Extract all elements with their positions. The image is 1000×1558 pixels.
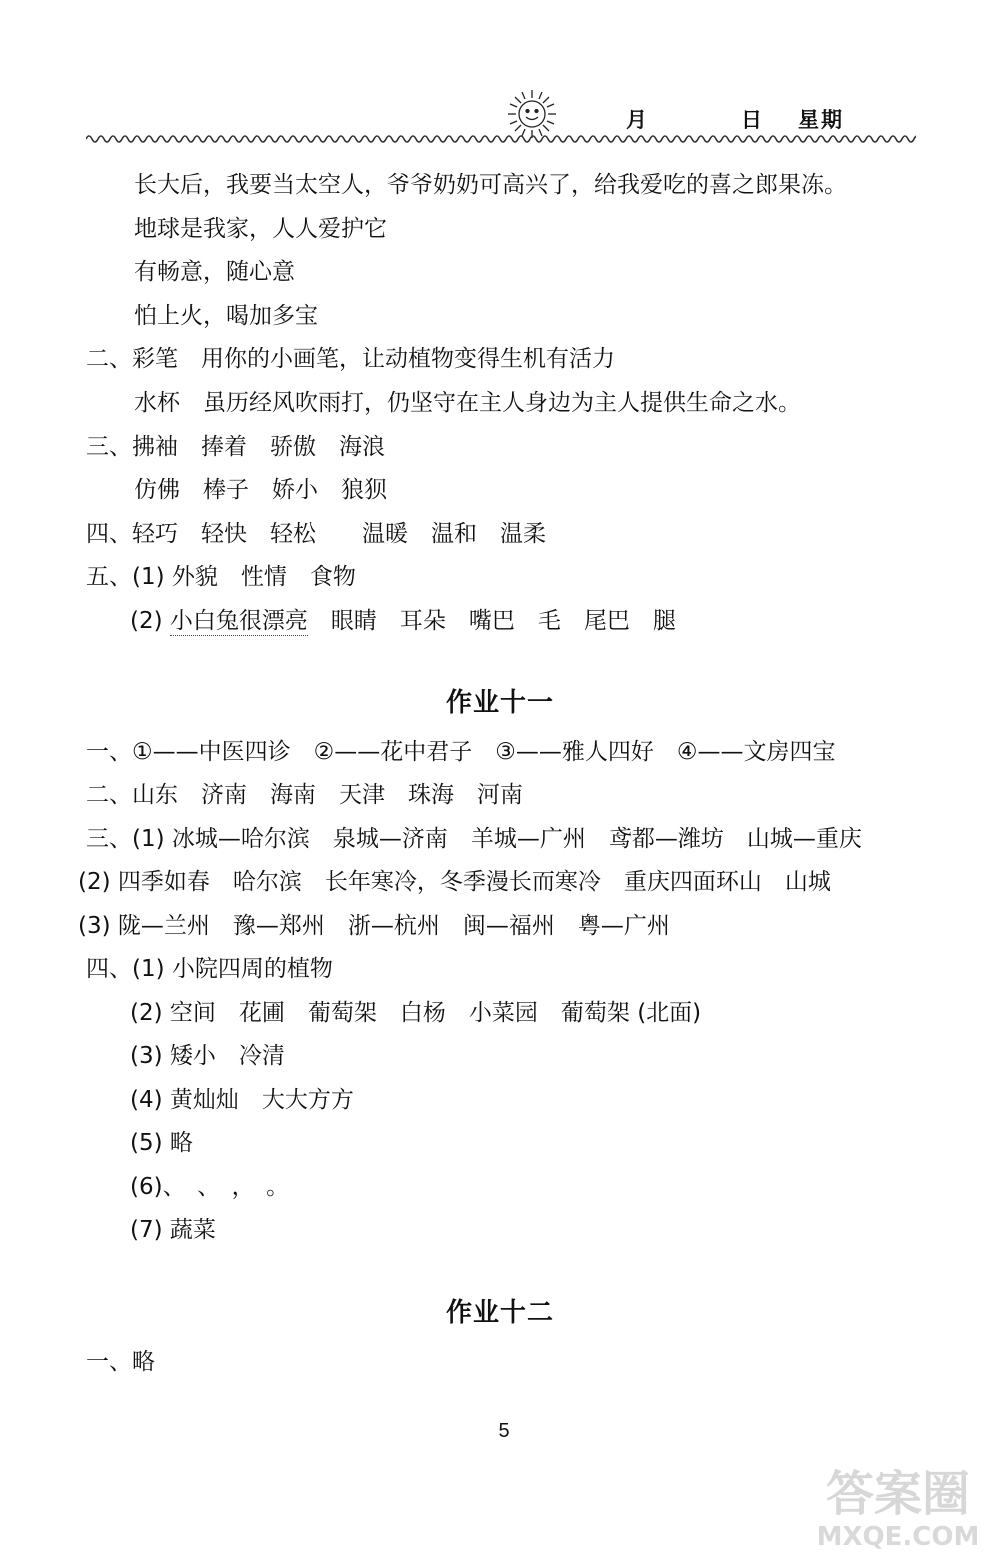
answer-line: 一、①——中医四诊 ②——花中君子 ③——雅人四好 ④——文房四宝 xyxy=(86,739,836,765)
watermark-text: 答案圈 xyxy=(825,1466,971,1522)
answer-line: 二、山东 济南 海南 天津 珠海 河南 xyxy=(86,782,523,808)
answer-line: 三、拂袖 捧着 骄傲 海浪 xyxy=(86,434,385,460)
answer-line: 地球是我家，人人爱护它 xyxy=(134,216,387,242)
answer-line: 水杯 虽历经风吹雨打，仍坚守在主人身边为主人提供生命之水。 xyxy=(134,390,801,416)
header-weekday-label: 星期 xyxy=(798,108,844,132)
header-month-label: 月 xyxy=(626,108,649,132)
answer-line: (4) 黄灿灿 大大方方 xyxy=(130,1087,354,1113)
answer-prefix: (2) xyxy=(130,608,170,634)
answer-line: 仿佛 棒子 娇小 狼狈 xyxy=(134,477,387,503)
section-title-homework-11: 作业十一 xyxy=(445,688,554,718)
answer-line: 四、(1) 小院四周的植物 xyxy=(86,956,333,982)
answer-rest: 眼睛 耳朵 嘴巴 毛 尾巴 腿 xyxy=(307,608,676,634)
watermark-logo xyxy=(800,1455,996,1555)
answer-line: 有畅意，随心意 xyxy=(134,259,295,285)
header-day-label: 日 xyxy=(741,108,764,132)
page-header xyxy=(0,0,1000,150)
wavy-divider xyxy=(86,132,916,146)
section-title-homework-12: 作业十二 xyxy=(445,1298,554,1328)
page-number: 5 xyxy=(498,1420,510,1442)
answer-line: (2) 空间 花圃 葡萄架 白杨 小菜园 葡萄架 (北面) xyxy=(130,1000,702,1026)
watermark-url: MXQE.COM xyxy=(816,1522,980,1552)
answer-line: (5) 略 xyxy=(130,1130,193,1156)
answer-line: 二、彩笔 用你的小画笔，让动植物变得生机有活力 xyxy=(86,346,615,372)
answer-line: (3) 矮小 冷清 xyxy=(130,1043,285,1069)
answer-line: 五、(1) 外貌 性情 食物 xyxy=(86,564,356,590)
answer-line: (6)、 、 ， 。 xyxy=(130,1174,290,1200)
underlined-answer: 小白兔很漂亮 xyxy=(169,608,308,634)
answer-line: 三、(1) 冰城—哈尔滨 泉城—济南 羊城—广州 鸢都—潍坊 山城—重庆 xyxy=(86,826,862,852)
answer-line: (7) 蔬菜 xyxy=(130,1217,216,1243)
answer-line: (2) 四季如春 哈尔滨 长年寒冷，冬季漫长而寒冷 重庆四面环山 山城 xyxy=(78,869,831,895)
answer-line: 四、轻巧 轻快 轻松 温暖 温和 温柔 xyxy=(86,521,546,547)
answer-line: 长大后，我要当太空人，爷爷奶奶可高兴了，给我爱吃的喜之郎果冻。 xyxy=(134,172,847,198)
answer-line xyxy=(130,606,676,636)
answer-line: (3) 陇—兰州 豫—郑州 浙—杭州 闽—福州 粤—广州 xyxy=(78,913,670,939)
answer-line: 一、略 xyxy=(86,1349,155,1375)
answer-line: 怕上火，喝加多宝 xyxy=(134,303,318,329)
